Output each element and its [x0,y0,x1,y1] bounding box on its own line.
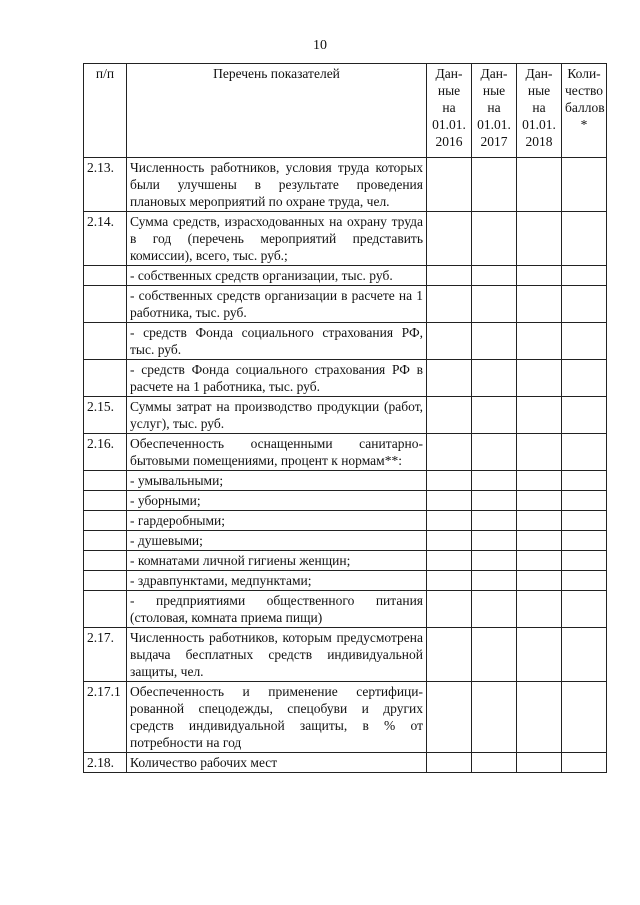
table-row [84,531,607,551]
cell-score[interactable] [562,753,607,773]
row-text: Численность работников, условия труда которых были улучшены в результате проведения плановых мероприятий по охране труда, чел. [127,158,427,212]
cell-2017[interactable] [472,471,517,491]
row-num: 2.18. [84,753,127,773]
cell-score[interactable] [562,397,607,434]
row-num [84,591,127,628]
cell-score[interactable] [562,511,607,531]
cell-2017[interactable] [472,491,517,511]
row-num [84,571,127,591]
header-title: Перечень показателей [127,64,427,158]
cell-score[interactable] [562,286,607,323]
cell-2016[interactable] [427,323,472,360]
cell-score[interactable] [562,434,607,471]
row-text: - предприятиями общественного питания (столовая, комната приема пищи) [127,591,427,628]
cell-2016[interactable] [427,360,472,397]
cell-2016[interactable] [427,753,472,773]
cell-2017[interactable] [472,531,517,551]
table-row [84,591,607,628]
row-num: 2.17.1 [84,682,127,753]
header-2018: Дан- ные на 01.01. 2018 [517,64,562,158]
row-num [84,471,127,491]
cell-2018[interactable] [517,434,562,471]
cell-2018[interactable] [517,511,562,531]
table-row [84,682,607,753]
row-num [84,491,127,511]
table-row [84,158,607,212]
cell-score[interactable] [562,591,607,628]
row-text: Суммы затрат на производство продукции (работ, услуг), тыс. руб. [127,397,427,434]
cell-2018[interactable] [517,471,562,491]
cell-2016[interactable] [427,628,472,682]
cell-2018[interactable] [517,212,562,266]
cell-2017[interactable] [472,511,517,531]
cell-2017[interactable] [472,591,517,628]
table-row [84,360,607,397]
cell-score[interactable] [562,531,607,551]
table-row [84,266,607,286]
cell-2018[interactable] [517,682,562,753]
cell-score[interactable] [562,158,607,212]
row-num [84,266,127,286]
cell-2016[interactable] [427,434,472,471]
cell-2017[interactable] [472,753,517,773]
row-text: Численность работников, которым предусмотрена выдача бесплатных средств индивидуальной защиты, чел. [127,628,427,682]
table-row [84,491,607,511]
row-text: - собственных средств организации, тыс. руб. [127,266,427,286]
header-num: п/п [84,64,127,158]
row-text: - средств Фонда социального страхования РФ в расчете на 1 работника, тыс. руб. [127,360,427,397]
indicators-table [83,63,607,773]
table-row [84,434,607,471]
cell-2018[interactable] [517,323,562,360]
header-2016: Дан- ные на 01.01. 2016 [427,64,472,158]
row-text: Обеспеченность оснащенными санитарно-бытовыми помещениями, процент к нормам**: [127,434,427,471]
cell-score[interactable] [562,360,607,397]
row-num [84,286,127,323]
table-row [84,551,607,571]
cell-2017[interactable] [472,628,517,682]
cell-2017[interactable] [472,360,517,397]
table-row [84,323,607,360]
row-text: Сумма средств, израсходованных на охрану труда в год (перечень мероприятий представить комиссии), всего, тыс. руб.; [127,212,427,266]
cell-2018[interactable] [517,571,562,591]
cell-2017[interactable] [472,266,517,286]
row-text: - средств Фонда социального страхования РФ, тыс. руб. [127,323,427,360]
row-num [84,511,127,531]
cell-2017[interactable] [472,434,517,471]
header-2017: Дан- ные на 01.01. 2017 [472,64,517,158]
cell-2016[interactable] [427,491,472,511]
cell-score[interactable] [562,471,607,491]
cell-2016[interactable] [427,471,472,491]
row-text: - комнатами личной гигиены женщин; [127,551,427,571]
cell-2016[interactable] [427,551,472,571]
cell-2017[interactable] [472,397,517,434]
row-num: 2.15. [84,397,127,434]
cell-score[interactable] [562,491,607,511]
cell-2016[interactable] [427,266,472,286]
row-num [84,323,127,360]
cell-2018[interactable] [517,286,562,323]
row-num [84,531,127,551]
cell-2018[interactable] [517,491,562,511]
cell-2017[interactable] [472,551,517,571]
cell-2016[interactable] [427,531,472,551]
cell-2018[interactable] [517,360,562,397]
table-row [84,571,607,591]
table-row [84,286,607,323]
cell-2018[interactable] [517,628,562,682]
row-text: - умывальными; [127,471,427,491]
cell-2017[interactable] [472,682,517,753]
cell-2018[interactable] [517,158,562,212]
cell-2016[interactable] [427,511,472,531]
cell-2017[interactable] [472,323,517,360]
cell-score[interactable] [562,628,607,682]
cell-2018[interactable] [517,591,562,628]
header-score: Коли- чество баллов * [562,64,607,158]
cell-score[interactable] [562,682,607,753]
row-text: Обеспеченность и применение сертифици-рованной спецодежды, спецобуви и других средств индивидуальной защиты, в % от потребности на год [127,682,427,753]
cell-2017[interactable] [472,158,517,212]
table-header-row [84,64,607,158]
row-num [84,360,127,397]
cell-score[interactable] [562,323,607,360]
cell-score[interactable] [562,551,607,571]
cell-2017[interactable] [472,212,517,266]
cell-2016[interactable] [427,591,472,628]
cell-2017[interactable] [472,571,517,591]
row-text: Количество рабочих мест [127,753,427,773]
row-num: 2.17. [84,628,127,682]
table-row [84,471,607,491]
table-row [84,753,607,773]
cell-score[interactable] [562,571,607,591]
table-row [84,397,607,434]
row-text: - гардеробными; [127,511,427,531]
table-row [84,511,607,531]
row-num: 2.16. [84,434,127,471]
cell-2016[interactable] [427,397,472,434]
cell-score[interactable] [562,212,607,266]
cell-score[interactable] [562,266,607,286]
page-number: 10 [313,38,327,53]
row-text: - душевыми; [127,531,427,551]
cell-2016[interactable] [427,212,472,266]
table-row [84,212,607,266]
cell-2018[interactable] [517,531,562,551]
cell-2018[interactable] [517,397,562,434]
cell-2016[interactable] [427,682,472,753]
cell-2016[interactable] [427,571,472,591]
row-num: 2.14. [84,212,127,266]
cell-2016[interactable] [427,158,472,212]
table-row [84,628,607,682]
cell-2018[interactable] [517,753,562,773]
row-text: - уборными; [127,491,427,511]
cell-2017[interactable] [472,286,517,323]
cell-2018[interactable] [517,551,562,571]
row-num [84,551,127,571]
cell-2018[interactable] [517,266,562,286]
row-num: 2.13. [84,158,127,212]
cell-2016[interactable] [427,286,472,323]
row-text: - здравпунктами, медпунктами; [127,571,427,591]
row-text: - собственных средств организации в расчете на 1 работника, тыс. руб. [127,286,427,323]
